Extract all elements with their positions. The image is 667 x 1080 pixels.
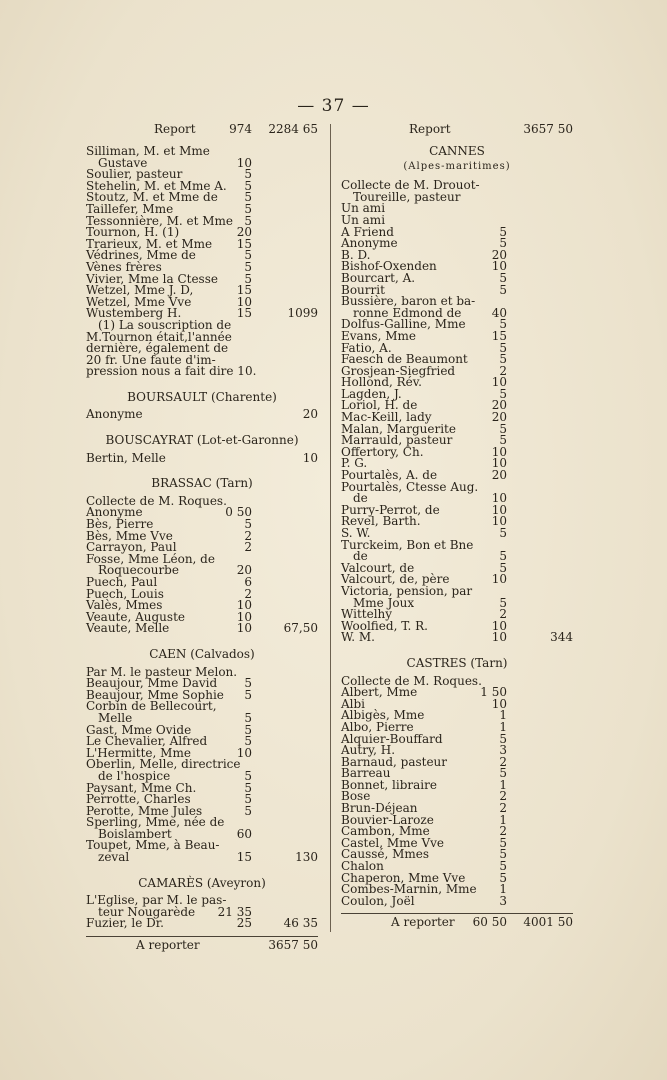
donor-name: Collecte de M. Drouot-	[341, 178, 480, 193]
donor-name: Albo, Pierre	[341, 719, 414, 734]
section-subheading: (Alpes-maritimes)	[403, 160, 511, 172]
donor-name: Victoria, pension, par	[341, 583, 473, 598]
donation-amount: 5	[244, 780, 252, 795]
donation-amount: 20	[491, 398, 507, 413]
donation-amount: 5	[499, 340, 507, 355]
donation-amount: 21 35	[217, 904, 252, 919]
donor-name: Collecte de M. Roques.	[341, 673, 482, 688]
donor-name: Gustave	[98, 155, 148, 170]
donor-name: Stehelin, M. et Mme A.	[86, 178, 227, 193]
donation-amount: 5	[499, 317, 507, 332]
donation-amount: 5	[244, 271, 252, 286]
donation-amount: 5	[244, 517, 252, 532]
footer-rule	[341, 913, 573, 914]
donation-amount: 3	[499, 743, 507, 758]
donor-name: Alquier-Bouffard	[341, 731, 443, 746]
donor-name: Purry-Perrot, de	[341, 502, 440, 517]
donor-name: Wustemberg H.	[86, 306, 182, 321]
donor-name: Bès, Mme Vve	[86, 528, 173, 543]
donation-amount: 5	[244, 201, 252, 216]
donor-name: Faesch de Beaumont	[341, 352, 468, 367]
carry-forward-line	[341, 917, 573, 931]
donation-amount: 10	[236, 294, 252, 309]
donation-amount: 10	[491, 514, 507, 529]
donation-amount: 1	[499, 719, 507, 734]
donor-row	[341, 516, 573, 528]
donor-row	[341, 238, 573, 250]
donor-name: Paysant, Mme Ch.	[86, 780, 197, 795]
donation-amount: 10	[236, 598, 252, 613]
section-heading: BOURSAULT (Charente)	[127, 389, 277, 404]
donor-name: Loriol, H. de	[341, 398, 418, 413]
donation-amount: 5	[244, 722, 252, 737]
donation-amount: 5	[244, 768, 252, 783]
donor-name: Chaperon, Mme Vve	[341, 870, 466, 885]
donation-amount: 40	[491, 305, 507, 320]
donation-amount: 10	[491, 696, 507, 711]
donor-name: Evans, Mme	[341, 328, 416, 343]
donation-amount: 5	[244, 734, 252, 749]
donor-name: Albi	[341, 696, 366, 711]
donor-name: Beaujour, Mme David	[86, 676, 218, 691]
donor-name: P. G.	[341, 456, 368, 471]
donor-name: Cambon, Mme	[341, 824, 430, 839]
donor-name: Roquecourbe	[98, 563, 179, 578]
footnote-line: (1) La souscription de	[98, 317, 232, 332]
donor-name: Anonyme	[341, 236, 398, 251]
donor-name: Le Chevalier, Alfred	[86, 734, 208, 749]
donation-amount: 2	[244, 528, 252, 543]
report-line-subtotal: 974	[229, 122, 252, 136]
left-column	[86, 124, 318, 954]
donation-amount: 25	[236, 916, 252, 931]
page-number: — 37 —	[297, 96, 370, 116]
donor-row	[341, 618, 573, 633]
donation-amount: 10	[491, 630, 507, 645]
carry-forward-line-subtotal: 60 50	[472, 915, 507, 930]
donation-amount: 20	[491, 410, 507, 425]
donor-name: L'Hermitte, Mme	[86, 745, 191, 760]
donor-name: Védrines, Mme de	[86, 248, 196, 263]
donation-amount: 15	[491, 328, 507, 343]
donor-name: Fosse, Mme Léon, de	[86, 551, 215, 566]
donation-amount: 1 50	[480, 685, 507, 700]
donor-row	[86, 409, 318, 421]
donation-amount: 15	[236, 236, 252, 251]
carry-forward-line	[86, 940, 318, 954]
donor-name: Un ami	[341, 201, 386, 216]
donor-row	[341, 893, 573, 908]
donation-amount: 10	[491, 456, 507, 471]
donor-name: Carrayon, Paul	[86, 540, 177, 555]
donation-amount: 5	[499, 224, 507, 239]
donor-name: W. M.	[341, 630, 375, 645]
section-total: 46 35	[283, 916, 318, 931]
section-gap	[86, 464, 318, 472]
footer-rule	[86, 936, 318, 937]
donor-name: Puech, Paul	[86, 575, 158, 589]
donation-amount: 5	[499, 526, 507, 540]
donor-name: Un ami	[341, 212, 386, 227]
donor-name: Wetzel, Mme Vve	[86, 294, 192, 309]
donation-amount: 10	[236, 745, 252, 760]
donation-amount: 10	[491, 572, 507, 587]
report-line-total: 2284 65	[268, 122, 318, 136]
donor-name: Caussé, Mmes	[341, 847, 430, 862]
donation-amount: 5	[244, 190, 252, 205]
donation-amount: 5	[244, 178, 252, 193]
donor-name: Bose	[341, 789, 371, 804]
donor-name: Silliman, M. et Mme	[86, 144, 210, 158]
donor-name: Grosjean-Siegfried	[341, 363, 456, 378]
donation-amount: 2	[499, 801, 507, 816]
donation-amount: 3	[499, 893, 507, 908]
donor-name: de l'hospice	[98, 768, 171, 783]
donor-name: Valès, Mmes	[86, 598, 163, 613]
donation-amount: 5	[499, 859, 507, 874]
donor-name: Combes-Marnin, Mme	[341, 882, 477, 897]
donation-amount: 5	[244, 248, 252, 263]
donation-amount: 5	[244, 710, 252, 725]
donor-name: Valcourt, de, père	[341, 572, 450, 587]
donor-name: Bertin, Melle	[86, 450, 166, 465]
footnote-line: M.Tournon était,l'année	[86, 329, 232, 344]
section-heading: BOUSCAYRAT (Lot-et-Garonne)	[105, 433, 299, 448]
donor-name: Bourcart, A.	[341, 270, 416, 285]
donor-name: Valcourt, de	[341, 560, 415, 575]
donation-amount: 10	[491, 618, 507, 633]
donor-name: Soulier, pasteur	[86, 167, 183, 182]
donation-amount: 5	[499, 766, 507, 781]
donor-name: Coulon, Joël	[341, 893, 415, 908]
donation-amount: 10	[491, 502, 507, 517]
donation-amount: 5	[499, 549, 507, 564]
section-total: 10	[302, 450, 318, 465]
donation-amount: 60	[236, 826, 252, 841]
donor-name: Corbin de Bellecourt,	[86, 699, 217, 714]
donor-name: Bouvier-Laroze	[341, 812, 434, 827]
donor-name: Veaute, Melle	[86, 621, 170, 636]
donation-amount: 5	[499, 560, 507, 575]
donor-name: Toureille, pasteur	[353, 189, 461, 204]
donor-name: Marrauld, pasteur	[341, 433, 453, 448]
section-gap	[86, 378, 318, 386]
donor-name: Collecte de M. Roques.	[86, 493, 227, 508]
donor-name: Pourtalès, Ctesse Aug.	[341, 479, 479, 494]
donor-name: Turckeim, Bon et Bne	[341, 537, 474, 552]
donor-name: Gast, Mme Ovide	[86, 722, 192, 737]
donor-name: Anonyme	[86, 407, 143, 422]
donation-amount: 20	[236, 563, 252, 578]
section-heading: CASTRES (Tarn)	[406, 655, 508, 670]
section-total: 20	[302, 407, 318, 422]
donor-name: Lagden, J.	[341, 386, 402, 401]
donor-name: Bès, Pierre	[86, 517, 154, 532]
donation-amount: 2	[499, 789, 507, 804]
donation-amount: 10	[491, 491, 507, 506]
donation-amount: 0 50	[225, 505, 252, 520]
donor-row	[341, 479, 573, 494]
column-divider	[330, 124, 331, 932]
donation-amount: 10	[491, 375, 507, 390]
donor-row	[86, 852, 318, 864]
donation-amount: 5	[499, 386, 507, 401]
donation-amount: 5	[499, 835, 507, 850]
donation-amount: 1	[499, 882, 507, 897]
donor-name: Woolfied, T. R.	[341, 618, 428, 633]
donor-name: Oberlin, Melle, directrice	[86, 757, 241, 772]
donor-name: S. W.	[341, 526, 371, 540]
donor-row	[86, 918, 318, 930]
donation-amount: 5	[499, 433, 507, 448]
donation-amount: 1	[499, 708, 507, 723]
donor-name: de	[353, 491, 368, 506]
donation-amount: 15	[236, 850, 252, 865]
donation-amount: 15	[236, 283, 252, 298]
donation-amount: 5	[499, 870, 507, 885]
donation-amount: 5	[499, 595, 507, 610]
donor-name: Chalon	[341, 859, 384, 874]
donation-amount: 10	[491, 444, 507, 459]
footnote-line: 20 fr. Une faute d'im-	[86, 352, 216, 367]
section-total: 344	[550, 630, 573, 645]
donation-amount: 5	[499, 236, 507, 251]
donor-name: Fatio, A.	[341, 340, 392, 355]
donor-name: Vènes frères	[86, 259, 162, 274]
donation-amount: 6	[244, 575, 252, 589]
section-total: 1099	[287, 306, 318, 321]
donation-amount: 2	[499, 363, 507, 378]
donation-amount: 5	[244, 676, 252, 691]
donor-name: Offertory, Ch.	[341, 444, 424, 459]
donor-name: Bussière, baron et ba-	[341, 294, 476, 309]
carry-forward-line-total: 4001 50	[523, 915, 573, 930]
donor-name: Stoutz, M. et Mme de	[86, 190, 218, 205]
donor-name: Brun-Déjean	[341, 801, 418, 816]
donation-amount: 20	[491, 247, 507, 262]
donor-name: Wittelhy	[341, 607, 393, 622]
donation-amount: 20	[236, 225, 252, 240]
donor-name: Veaute, Auguste	[86, 609, 185, 624]
donor-name: Revel, Barth.	[341, 514, 421, 529]
donation-amount: 5	[499, 270, 507, 285]
section-heading: CANNES	[429, 144, 485, 158]
donor-row	[341, 537, 573, 552]
donor-name: Dolfus-Galline, Mme	[341, 317, 466, 332]
donor-name: Perrotte, Charles	[86, 792, 191, 807]
donation-amount: 1	[499, 812, 507, 827]
donation-amount: 1	[499, 777, 507, 792]
report-line	[341, 124, 573, 138]
donor-name: Par M. le pasteur Melon.	[86, 664, 238, 679]
donor-name: L'Eglise, par M. le pas-	[86, 893, 227, 908]
donor-name: Vivier, Mme la Ctesse	[86, 271, 218, 286]
donation-amount: 2	[244, 586, 252, 601]
carry-forward-line-label: A reporter	[136, 938, 200, 953]
donor-name: Taillefer, Mme	[86, 201, 174, 216]
donor-name: Beaujour, Mme Sophie	[86, 687, 224, 702]
donor-name: Bishof-Oxenden	[341, 259, 437, 274]
donor-name: Anonyme	[86, 505, 143, 520]
donor-name: de	[353, 549, 368, 564]
donor-name: zeval	[98, 850, 130, 865]
donation-amount: 5	[244, 687, 252, 702]
footnote-line: dernière, également de	[86, 341, 229, 356]
donation-amount: 5	[499, 847, 507, 862]
donor-name: Mme Joux	[353, 595, 415, 610]
donation-amount: 5	[499, 731, 507, 746]
section-gap	[341, 644, 573, 652]
donor-name: Sperling, Mme, née de	[86, 815, 225, 830]
donation-amount: 5	[499, 352, 507, 367]
donor-name: Toupet, Mme, à Beau-	[86, 838, 220, 853]
donation-amount: 20	[491, 468, 507, 483]
donor-name: Autry, H.	[341, 743, 396, 758]
donor-row	[86, 623, 318, 635]
donor-name: Perotte, Mme Jules	[86, 803, 203, 818]
donation-amount: 2	[499, 824, 507, 839]
donation-amount: 5	[499, 282, 507, 297]
donor-name: Albert, Mme	[341, 685, 418, 700]
donation-amount: 10	[236, 621, 252, 636]
donor-name: Barnaud, pasteur	[341, 754, 448, 769]
donor-name: Wetzel, Mme J. D,	[86, 283, 194, 298]
donor-name: Fuzier, le Dr.	[86, 916, 164, 931]
donation-amount: 5	[499, 421, 507, 436]
section-heading: CAEN (Calvados)	[149, 646, 255, 661]
donation-amount: 2	[499, 754, 507, 769]
right-column	[341, 124, 573, 931]
donor-name: Tournon, H. (1)	[86, 225, 180, 240]
donor-row	[341, 687, 573, 699]
donor-row	[341, 777, 573, 792]
donor-name: teur Nougarède	[98, 904, 196, 919]
donor-name: Malan, Marguerite	[341, 421, 456, 436]
donor-row	[341, 632, 573, 644]
report-line	[86, 124, 318, 138]
donor-name: Bourrit	[341, 282, 385, 297]
section-heading: BRASSAC (Tarn)	[151, 476, 253, 491]
donor-name: Castel, Mme Vve	[341, 835, 445, 850]
donor-name: Hollond, Rév.	[341, 375, 422, 390]
carry-forward-line-total: 3657 50	[268, 938, 318, 953]
section-heading: CAMARÈS (Aveyron)	[138, 875, 266, 890]
report-line-total: 3657 50	[523, 122, 573, 136]
donor-name: Barreau	[341, 766, 391, 781]
report-line-label: Report	[154, 122, 196, 136]
donation-amount: 10	[236, 155, 252, 170]
carry-forward-line-label: A reporter	[391, 915, 455, 930]
donation-amount: 5	[244, 167, 252, 182]
donor-name: Trarieux, M. et Mme	[86, 236, 213, 251]
donation-amount: 5	[244, 213, 252, 228]
donation-amount: 5	[244, 803, 252, 818]
section-gap	[86, 421, 318, 429]
donor-name: Tessonnière, M. et Mme	[86, 213, 233, 228]
donor-name: Boislambert	[98, 826, 172, 841]
section-gap	[86, 635, 318, 643]
donor-name: Melle	[98, 710, 133, 725]
donation-amount: 5	[244, 259, 252, 274]
donor-name: B. D.	[341, 247, 371, 262]
section-gap	[86, 864, 318, 872]
section-total: 130	[295, 850, 318, 865]
footnote-line: pression nous a fait dire 10.	[86, 364, 257, 379]
donation-amount: 2	[499, 607, 507, 622]
section-total: 67,50	[283, 621, 318, 636]
donation-amount: 2	[244, 540, 252, 555]
donation-amount: 10	[491, 259, 507, 274]
donor-name: Puech, Louis	[86, 586, 164, 601]
donation-amount: 15	[236, 306, 252, 321]
donor-name: ronne Edmond de	[353, 305, 462, 320]
donor-name: Albigès, Mme	[341, 708, 425, 723]
report-line-label: Report	[409, 122, 451, 136]
donor-name: Pourtalès, A. de	[341, 468, 438, 483]
donor-row	[86, 450, 318, 465]
donation-amount: 10	[236, 609, 252, 624]
donor-name: A Friend	[341, 224, 394, 239]
donor-name: Mac-Keill, lady	[341, 410, 432, 425]
donor-name: Bonnet, libraire	[341, 777, 437, 792]
donor-row	[341, 444, 573, 459]
donation-amount: 5	[244, 792, 252, 807]
